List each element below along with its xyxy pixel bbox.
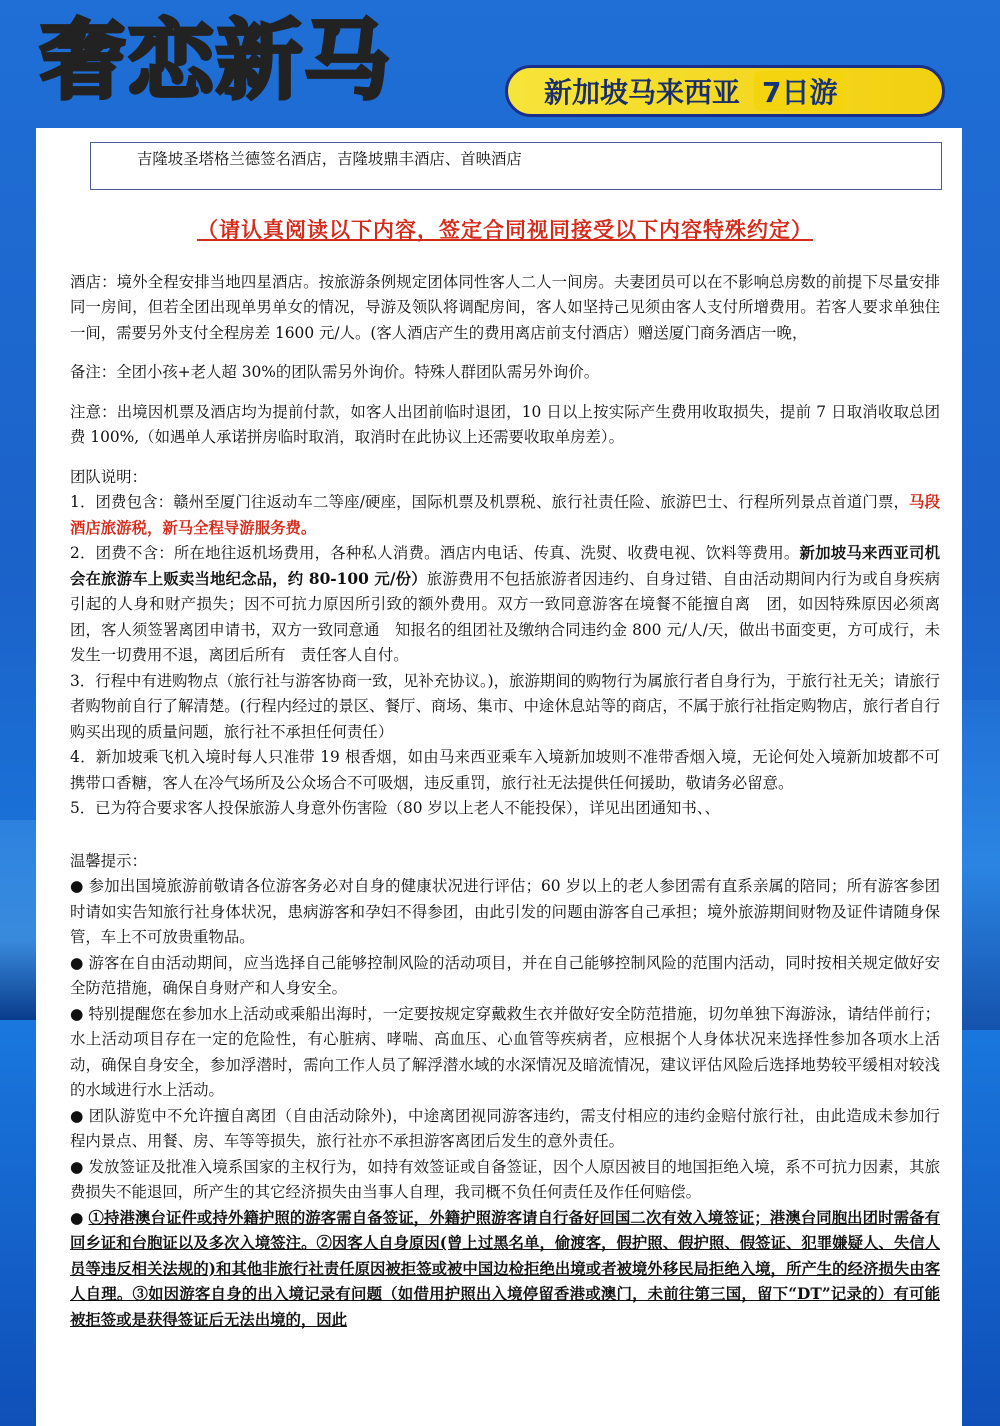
team-item-2-text: 2．团费不含：所在地往返机场费用，各种私人消费。酒店内电话、传真、洗熨、收费电视、饮料等费用。 [70,544,800,562]
tip-item [70,1104,940,1155]
hotel-list-box [90,142,942,190]
tip-text: 参加出国境旅游前敬请各位游客务必对自身的健康状况进行评估；60 岁以上的老人参团需有直系亲属的陪同；所有游客参团时请如实告知旅行社身体状况，患病游客和孕妇不得参团，由此引发的问题由游客自己承担；境外旅游期间财物及证件请随身保管，车上不可放贵重物品。 [70,877,940,946]
route-name: 新加坡马来西亚 [544,76,741,109]
tip-item [70,951,940,1002]
tip-item-visa [70,1206,940,1334]
remark-paragraph: 备注：全团小孩+老人超 30%的团队需另外询价。特殊人群团队需另外询价。 [70,363,600,381]
logo-text-1: 奢恋 [40,11,216,111]
contract-notice: （请认真阅读以下内容，签定合同视同接受以下内容特殊约定） [197,217,813,242]
attention-paragraph: 注意：出境因机票及酒店均为提前付款，如客人出团前临时退团，10 日以上按实际产生费用收取损失，提前 7 日取消收取总团费 100%,（如遇单人承诺拼房临时取消，取消时在此协议上还需要收取单房差）。 [70,402,940,446]
team-item-1 [70,490,940,541]
hotel-list-text: 吉隆坡圣塔格兰德签名酒店，吉隆坡鼎丰酒店、首映酒店 [137,150,522,168]
logo-text-2: 新马 [216,11,392,111]
route-subtitle [505,65,945,117]
brand-logo [40,11,392,111]
bullet-icon: ● [70,1106,84,1125]
tip-text-visa: ①持港澳台证件或持外籍护照的游客需自备签证，外籍护照游客请自行备好回国二次有效入境签证；港澳台同胞出团时需备有回乡证和台胞证以及多次入境签注。②因客人自身原因(曾上过黑名单，偷渡客，假护照、假护照、假签证、犯罪嫌疑人、失信人员等违反相关法规的)和其他非旅行社责任原因被拒签或被中国边检拒绝出境或者被境外移民局拒绝入境，所产生的经济损失由客人自理。③如因游客自身的出入境记录有问题（如借用护照出入境停留香港或澳门，未前往第三国，留下“DT”记录的）有可能被拒签或是获得签证后无法出境的，因此 [70,1208,940,1329]
hotel-paragraph: 酒店：境外全程安排当地四星酒店。按旅游条例规定团体同性客人二人一间房。夫妻团员可以在不影响总房数的前提下尽量安排同一房间，但若全团出现单男单女的情况，导游及领队将调配房间，客人如坚持己见须由客人支付所增费用。若客人要求单独住一间，需要另外支付全程房差 1600 元/人。(客人酒店产生的费用离店前支付酒店）赠送厦门商务酒店一晚， [70,272,940,342]
team-item-2 [70,541,940,669]
tip-item [70,874,940,951]
tips-section-title: 温馨提示： [70,851,147,870]
bullet-icon: ● [70,1004,84,1023]
tip-text: 发放签证及批准入境系国家的主权行为，如持有效签证或自备签证，因个人原因被目的地国拒绝入境，系不可抗力因素，其旅费损失不能退回，所产生的其它经济损失由当事人自理，我司概不负任何责任及作任何赔偿。 [70,1157,940,1201]
bullet-icon: ● [70,1157,84,1176]
route-duration: 7日游 [754,71,845,111]
tip-item [70,1002,940,1104]
team-item-1-highlight: 马段酒店旅游税，新马全程导游服务费。 [70,493,940,537]
bullet-icon: ● [70,953,84,972]
tip-item [70,1155,940,1206]
team-item-3: 3．行程中有进购物点（旅行社与游客协商一致，见补充协议。)，旅游期间的购物行为属旅行者自身行为，于旅行社无关；请旅行者购物前自行了解清楚。(行程内经过的景区、餐厅、商场、集市、中途休息站等的商店，不属于旅行社指定购物店，旅行者自行购买出现的质量问题，旅行社不承担任何责任） [70,671,940,741]
tip-text: 团队游览中不允许擅自离团（自由活动除外)，中途离团视同游客违约，需支付相应的违约金赔付旅行社，由此造成未参加行程内景点、用餐、房、车等等损失，旅行社亦不承担游客离团后发生的意外责任。 [70,1106,940,1150]
tip-text: 游客在自由活动期间，应当选择自己能够控制风险的活动项目，并在自己能够控制风险的范围内活动，同时按相关规定做好安全防范措施，确保自身财产和人身安全。 [70,953,940,997]
team-item-2-rest: 旅游费用不包括旅游者因违约、自身过错、自由活动期间内行为或自身疾病引起的人身和财产损失；因不可抗力原因所引致的额外费用。双方一致同意游客在境餐不能擅自离 团，如因特殊原因必须离团，客人须签署离团申请书，双方一致同意通 知报名的组团社及缴纳合同违约金 800 元/人/天，做出书面变更，方可成行，未发生一切费用不退，离团后所有 责任客人自付。 [70,569,940,664]
header-banner [0,0,1000,130]
bullet-icon: ● [70,1208,84,1227]
team-item-2-highlight: 新加坡马来西亚司机会在旅游车上贩卖当地纪念品，约 80-100 元/份） [70,544,940,588]
city-skyline-left [0,820,40,1020]
team-item-4: 4．新加坡乘飞机入境时每人只准带 19 根香烟，如由马来西亚乘车入境新加坡则不准带香烟入境，无论何处入境新加坡都不可携带口香糖，客人在冷气场所及公众场合不可吸烟，违反重罚，旅行社无法提供任何援助，敬请务必留意。 [70,748,940,792]
team-section-title: 团队说明： [70,467,147,486]
tip-text: 特别提醒您在参加水上活动或乘船出海时，一定要按规定穿戴救生衣并做好安全防范措施，切勿单独下海游泳，请结伴前行；水上活动项目存在一定的危险性，有心脏病、哮喘、高血压、心血管等疾病者，应根据个人身体状况来选择性参加各项水上活动，确保自身安全，参加浮潜时，需向工作人员了解浮潜水域的水深情况及暗流情况，建议评估风险后选择地势较平缓相对较浅的水域进行水上活动。 [70,1004,940,1099]
team-item-5: 5．已为符合要求客人投保旅游人身意外伤害险（80 岁以上老人不能投保），详见出团通知书、、 [70,799,720,817]
bullet-icon: ● [70,877,84,895]
content-panel [36,128,962,1426]
team-item-1-text: 1．团费包含：赣州至厦门往返动车二等座/硬座，国际机票及机票税、旅行社责任险、旅游巴士、行程所列景点首道门票， [70,493,910,511]
